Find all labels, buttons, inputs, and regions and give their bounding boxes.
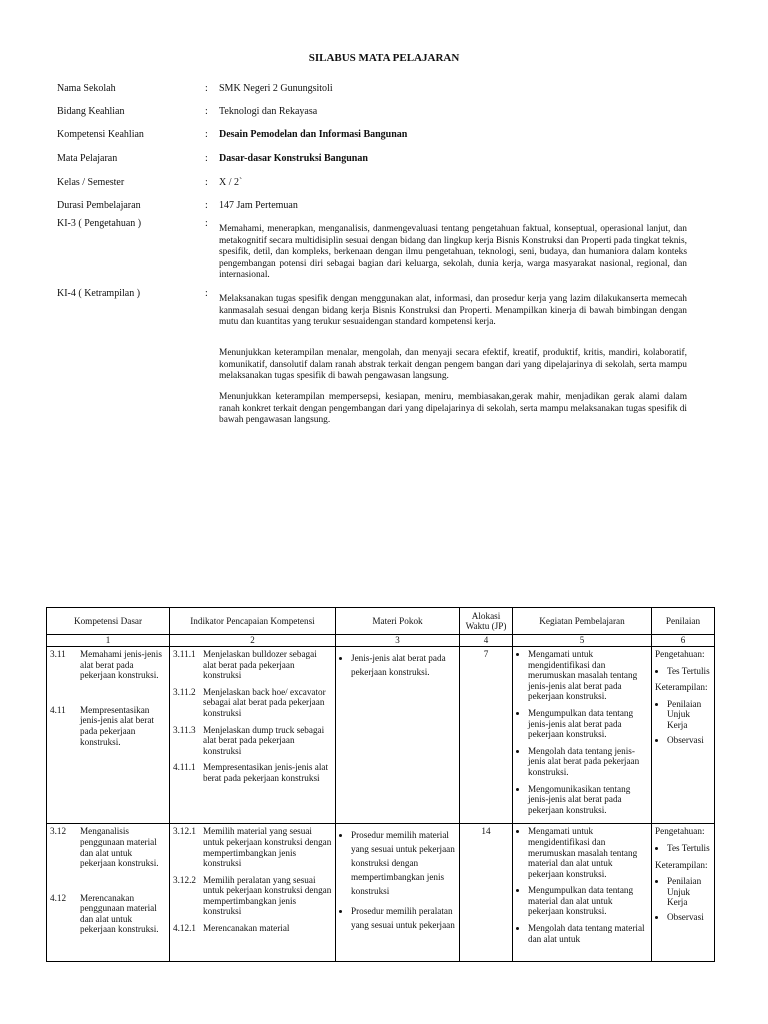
field-label: Kelas / Semester: [57, 177, 125, 188]
syllabus-table: [46, 607, 715, 962]
table-row: [47, 824, 715, 962]
column-number: 3: [336, 635, 460, 647]
kegiatan-item: • Mengamati untuk mengidentifikasi dan merumuskan masalah tentang material dan alat untuk pekerjaan konstruksi.: [528, 826, 648, 879]
ki4-paragraph: Menunjukkan keterampilan menalar, mengolah, dan menyaji secara efektif, kreatif, produktif, kritis, mandiri, kolaboratif, komunikatif, dansolutif dalam ranah abstrak terkait dengan pengem bangan dari yang dipelajarinya di sekolah, serta mampu melaksanakan tugas spesifik di bawah pengawasan langsung.: [219, 348, 687, 381]
indikator-number: 3.11.1: [173, 649, 196, 659]
field-colon: :: [205, 177, 208, 188]
kegiatan-item: • Mengolah data tentang material dan alat untuk: [528, 923, 648, 944]
field-value: X / 2`: [219, 177, 243, 188]
field-colon: :: [205, 218, 208, 229]
penilaian-item: • Penilaian Unjuk Kerja: [667, 699, 711, 731]
field-label: Nama Sekolah: [57, 83, 116, 94]
kompetensi-dasar-item: [50, 649, 166, 681]
indikator-text: Merencanakan material: [203, 923, 290, 934]
pengetahuan-list: [655, 666, 711, 677]
kompetensi-dasar-cell: [47, 824, 170, 962]
indikator-number: 3.12.1: [173, 826, 196, 837]
field-label: Durasi Pembelajaran: [57, 200, 141, 211]
materi-item: • Jenis-jenis alat berat pada pekerjaan konstruksi.: [351, 651, 456, 679]
indikator-item: [173, 725, 332, 757]
keterampilan-list: [655, 699, 711, 745]
column-number: 1: [47, 635, 170, 647]
ki4-paragraph: Menunjukkan keterampilan mempersepsi, kesiapan, meniru, membiasakan,gerak mahir, menjadikan gerak alami dalam ranah konkret terkait dengan pengembangan dari yang dipelajarinya di sekolah, serta mampu melaksanakan tugas spesifik di bawah pengawasan langsung.: [219, 392, 687, 425]
indikator-text: Menjelaskan bulldozer sebagai alat berat pada pekerjaan konstruksi: [203, 649, 317, 681]
materi-list: [339, 828, 456, 932]
indikator-cell: [170, 647, 336, 824]
materi-item: • Prosedur memilih peralatan yang sesuai untuk pekerjaan: [351, 904, 456, 932]
kegiatan-item: • Mengumpulkan data tentang material dan alat untuk pekerjaan konstruksi.: [528, 885, 648, 917]
column-number: 5: [513, 635, 652, 647]
field-colon: :: [205, 129, 208, 140]
indikator-item: [173, 687, 332, 719]
kegiatan-cell: [513, 824, 652, 962]
penilaian-item: • Observasi: [667, 735, 711, 746]
table-row: [47, 647, 715, 824]
header-kegiatan: Kegiatan Pembelajaran: [513, 608, 652, 635]
materi-pokok-cell: [336, 824, 460, 962]
alokasi-waktu-cell: 14: [460, 824, 513, 962]
kegiatan-item: • Mengolah data tentang jenis-jenis alat berat pada pekerjaan konstruksi.: [528, 746, 648, 778]
indikator-cell: [170, 824, 336, 962]
kegiatan-list: [516, 826, 648, 944]
header-alokasi-waktu: Alokasi Waktu (JP): [460, 608, 513, 635]
field-label: KI-4 ( Ketrampilan ): [57, 288, 141, 299]
field-label: Kompetensi Keahlian: [57, 129, 144, 140]
penilaian-item: • Tes Tertulis: [667, 666, 711, 677]
column-number: 4: [460, 635, 513, 647]
kd-number: 4.12: [50, 892, 67, 903]
field-colon: :: [205, 288, 208, 299]
indikator-number: 3.12.2: [173, 874, 196, 885]
header-penilaian: Penilaian: [652, 608, 715, 635]
field-label: KI-3 ( Pengetahuan ): [57, 218, 142, 229]
column-number: 2: [170, 635, 336, 647]
indikator-item: [173, 826, 332, 868]
kegiatan-cell: [513, 647, 652, 824]
field-colon: :: [205, 200, 208, 211]
field-value: 147 Jam Pertemuan: [219, 200, 298, 211]
header-kompetensi-dasar: Kompetensi Dasar: [47, 608, 170, 635]
indikator-item: [173, 923, 332, 934]
materi-list: [339, 651, 456, 679]
kegiatan-item: • Mengomunikasikan tentang jenis-jenis alat berat pada pekerjaan konstruksi.: [528, 784, 648, 816]
field-value: Dasar-dasar Konstruksi Bangunan: [219, 153, 368, 164]
kompetensi-dasar-item: [50, 826, 166, 868]
penilaian-cell: [652, 824, 715, 962]
indikator-item: [173, 649, 332, 681]
field-colon: :: [205, 153, 208, 164]
field-colon: :: [205, 106, 208, 117]
alokasi-waktu-cell: 7: [460, 647, 513, 824]
indikator-number: 3.11.2: [173, 686, 196, 697]
field-label: Mata Pelajaran: [57, 153, 118, 164]
indikator-item: [173, 875, 332, 917]
keterampilan-label: Keterampilan:: [655, 859, 708, 870]
kompetensi-dasar-item: [50, 705, 166, 747]
kd-text: Merencanakan penggunaan material dan alat untuk pekerjaan konstruksi.: [80, 892, 159, 935]
field-value: SMK Negeri 2 Gunungsitoli: [219, 83, 333, 94]
kegiatan-item: • Mengumpulkan data tentang jenis-jenis alat berat pada pekerjaan konstruksi.: [528, 708, 648, 740]
field-colon: :: [205, 83, 208, 94]
kd-text: Memahami jenis-jenis alat berat pada pekerjaan konstruksi.: [80, 649, 162, 681]
indikator-number: 3.11.3: [173, 724, 196, 735]
keterampilan-label: Keterampilan:: [655, 682, 708, 693]
header-materi-pokok: Materi Pokok: [336, 608, 460, 635]
kd-text: Mempresentasikan jenis-jenis alat berat pada pekerjaan konstruksi.: [80, 704, 154, 747]
penilaian-cell: [652, 647, 715, 824]
indikator-text: Memilih material yang sesuai untuk pekerjaan konstruksi dengan mempertimbangkan jenis konstruksi: [203, 826, 332, 869]
field-label: Bidang Keahlian: [57, 106, 125, 117]
kegiatan-list: [516, 649, 648, 815]
penilaian-item: • Tes Tertulis: [667, 843, 711, 854]
field-value: Desain Pemodelan dan Informasi Bangunan: [219, 129, 408, 140]
materi-pokok-cell: [336, 647, 460, 824]
indikator-number: 4.11.1: [173, 762, 196, 773]
indikator-text: Mempresentasikan jenis-jenis alat berat pada pekerjaan konstruksi: [203, 762, 329, 783]
field-value: Teknologi dan Rekayasa: [219, 106, 318, 117]
kd-number: 4.11: [50, 704, 66, 715]
kompetensi-dasar-cell: [47, 647, 170, 824]
indikator-number: 4.12.1: [173, 923, 196, 934]
ki4-paragraph: Melaksanakan tugas spesifik dengan menggunakan alat, informasi, dan prosedur kerja yang lazim dilakukanserta memecah kanmasalah sesuai dengan bidang kerja Bisnis Konstruksi dan Properti. Menampilkan kinerja di bawah bimbingan dengan mutu dan kuantitas yang terukur sesuaidengan standard kompetensi kerja.: [219, 294, 687, 327]
table-header-row: [47, 608, 715, 635]
pengetahuan-label: Pengetahuan:: [655, 649, 705, 659]
column-number-row: [47, 635, 715, 647]
document-title: SILABUS MATA PELAJARAN: [308, 52, 460, 64]
indikator-item: [173, 762, 332, 783]
penilaian-item: • Observasi: [667, 912, 711, 923]
penilaian-item: • Penilaian Unjuk Kerja: [667, 876, 711, 908]
pengetahuan-label: Pengetahuan:: [655, 826, 705, 837]
kd-text: Menganalisis penggunaan material dan alat untuk pekerjaan konstruksi.: [80, 826, 159, 869]
kd-number: 3.12: [50, 826, 67, 837]
indikator-text: Menjelaskan back hoe/ excavator sebagai alat berat pada pekerjaan konstruksi: [203, 686, 326, 718]
indikator-text: Memilih peralatan yang sesuai untuk pekerjaan konstruksi dengan mempertimbangkan jenis konstruksi: [203, 874, 332, 917]
kompetensi-dasar-item: [50, 893, 166, 935]
indikator-text: Menjelaskan dump truck sebagai alat berat pada pekerjaan konstruksi: [203, 724, 325, 756]
ki3-description: Memahami, menerapkan, menganalisis, danmengevaluasi tentang pengetahuan faktual, konseptual, operasional lanjut, dan metakognitif secara multidisiplin sesuai dengan bidang dan lingkup kerja Bisnis Konstruksi dan Properti pada tingkat teknis, spesifik, detil, dan kompleks, berkenaan dengan ilmu pengetahuan, teknologi, seni, budaya, dan humaniora dalam konteks pengembangan potensi diri sebagai bagian dari keluarga, sekolah, dunia kerja, warga masyarakat nasional, regional, dan internasional.: [219, 224, 687, 280]
kd-number: 3.11: [50, 649, 66, 659]
pengetahuan-list: [655, 843, 711, 854]
keterampilan-list: [655, 876, 711, 922]
header-indikator: Indikator Pencapaian Kompetensi: [170, 608, 336, 635]
column-number: 6: [652, 635, 715, 647]
kegiatan-item: • Mengamati untuk mengidentifikasi dan merumuskan masalah tentang jenis-jenis alat berat pada pekerjaan konstruksi.: [528, 649, 648, 702]
materi-item: • Prosedur memilih material yang sesuai untuk pekerjaan konstruksi dengan mempertimbangkan jenis konstruksi: [351, 828, 456, 898]
